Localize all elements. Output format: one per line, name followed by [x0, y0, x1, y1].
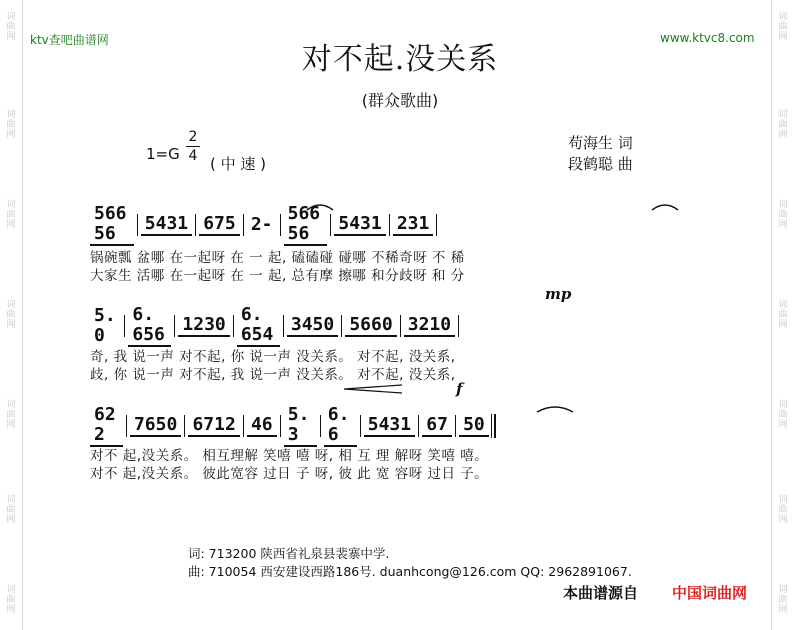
lyricist-address: 词: 713200 陕西省礼泉县裴寨中学.: [188, 546, 390, 561]
crescendo-mark: [342, 383, 404, 395]
measure: 1230: [178, 315, 229, 337]
measure: 6712: [188, 415, 239, 437]
watermark-char: 曲: [6, 410, 16, 420]
watermark-char: 词: [6, 200, 16, 210]
watermark-char: 词: [6, 110, 16, 120]
watermark-char: 曲: [6, 22, 16, 32]
watermark-char: 词: [778, 495, 788, 505]
measure: 675: [199, 214, 240, 236]
left-watermark-strip: [0, 0, 23, 630]
watermark-char: 词: [778, 12, 788, 22]
measure: 566 56: [90, 204, 134, 246]
measure: 46: [247, 415, 277, 437]
measure: 50: [459, 415, 489, 437]
lyric-line: 对不 起,没关系。 彼此宽容 过日 子 呀, 彼 此 宽 容呀 过日 子。: [90, 466, 489, 482]
watermark-char: 词: [6, 400, 16, 410]
measure: 2-: [250, 214, 273, 235]
watermark-char: 网: [778, 130, 788, 140]
watermark-char: 网: [778, 32, 788, 42]
measure: 6. 6: [324, 405, 357, 447]
watermark-char: 网: [778, 605, 788, 615]
watermark-char: 曲: [778, 505, 788, 515]
watermark-char: 词: [778, 300, 788, 310]
tempo-marking: ( 中 速 ): [210, 155, 267, 173]
watermark-char: 曲: [778, 595, 788, 605]
watermark-char: 曲: [778, 310, 788, 320]
composer-address: 曲: 710054 西安建设西路186号. duanhcong@126.com QQ: 2962891067.: [188, 564, 632, 579]
lyricist-credit: 苟海生 词: [568, 134, 633, 152]
measure: 7650: [130, 415, 181, 437]
lyric-line: 对不 起,没关系。 相互理解 笑嘻 嘻 呀, 相 互 理 解呀 笑嘻 嘻。: [90, 448, 489, 464]
lyric-line: 锅碗瓢 盆哪 在一起呀 在 一 起, 磕磕碰 碰哪 不稀奇呀 不 稀: [90, 250, 465, 266]
watermark-char: 网: [6, 220, 16, 230]
measure: 6. 654: [237, 305, 280, 347]
measure: 231: [393, 214, 434, 236]
time-signature-top: 2: [188, 129, 198, 145]
measure: 62 2: [90, 405, 123, 447]
measure: 566 56: [284, 204, 328, 246]
right-watermark-strip: [771, 0, 794, 630]
measure: 5660: [345, 315, 396, 337]
watermark-char: 词: [6, 585, 16, 595]
measure: 6. 656: [128, 305, 171, 347]
slur-mark: [535, 402, 575, 414]
watermark-char: 词: [6, 300, 16, 310]
lyric-line: 大家生 活哪 在一起呀 在 一 起, 总有摩 擦哪 和分歧呀 和 分: [90, 268, 465, 284]
source-site-link[interactable]: 中国词曲网: [672, 584, 748, 602]
dynamic-mp: mp: [545, 285, 572, 303]
lyric-line: 歧, 你 说一声 对不起, 我 说一声 没关系。 对不起, 没关系,: [90, 367, 456, 383]
watermark-char: 词: [6, 495, 16, 505]
time-signature-bottom: 4: [188, 148, 198, 164]
site-name-left[interactable]: ktv查吧曲谱网: [30, 33, 109, 47]
slur-mark: [650, 200, 680, 212]
dynamic-f: f: [456, 380, 463, 398]
measure: 5. 0: [94, 305, 116, 346]
measure: 5. 3: [284, 405, 317, 447]
watermark-char: 网: [6, 320, 16, 330]
watermark-char: 曲: [778, 22, 788, 32]
watermark-char: 词: [778, 585, 788, 595]
watermark-char: 网: [778, 515, 788, 525]
measure: 67: [422, 415, 452, 437]
watermark-char: 曲: [6, 310, 16, 320]
watermark-char: 网: [6, 420, 16, 430]
measure: 5431: [141, 214, 192, 236]
source-label: 本曲谱源自: [563, 584, 639, 602]
watermark-char: 词: [778, 200, 788, 210]
lyric-line: 奇, 我 说一声 对不起, 你 说一声 没关系。 对不起, 没关系,: [90, 349, 456, 365]
watermark-char: 曲: [6, 120, 16, 130]
watermark-char: 曲: [778, 120, 788, 130]
watermark-char: 曲: [778, 410, 788, 420]
site-url-right[interactable]: www.ktvc8.com: [660, 31, 755, 45]
watermark-char: 网: [6, 605, 16, 615]
time-signature: [186, 129, 200, 164]
watermark-char: 曲: [6, 595, 16, 605]
watermark-char: 词: [6, 12, 16, 22]
watermark-char: 网: [6, 32, 16, 42]
key-signature: 1=G: [146, 145, 180, 163]
measure: 5431: [334, 214, 385, 236]
watermark-char: 网: [6, 130, 16, 140]
watermark-char: 词: [778, 400, 788, 410]
measure: 3450: [287, 315, 338, 337]
watermark-char: 曲: [6, 210, 16, 220]
song-title: 对不起.没关系: [301, 42, 499, 77]
composer-credit: 段鹤聪 曲: [568, 155, 633, 173]
watermark-char: 词: [778, 110, 788, 120]
measure: 3210: [404, 315, 455, 337]
watermark-char: 网: [778, 220, 788, 230]
measure: 5431: [364, 415, 415, 437]
watermark-char: 曲: [6, 505, 16, 515]
song-subtitle: (群众歌曲): [361, 91, 439, 110]
slur-mark: [305, 200, 335, 212]
watermark-char: 曲: [778, 210, 788, 220]
watermark-char: 网: [6, 515, 16, 525]
watermark-char: 网: [778, 420, 788, 430]
watermark-char: 网: [778, 320, 788, 330]
